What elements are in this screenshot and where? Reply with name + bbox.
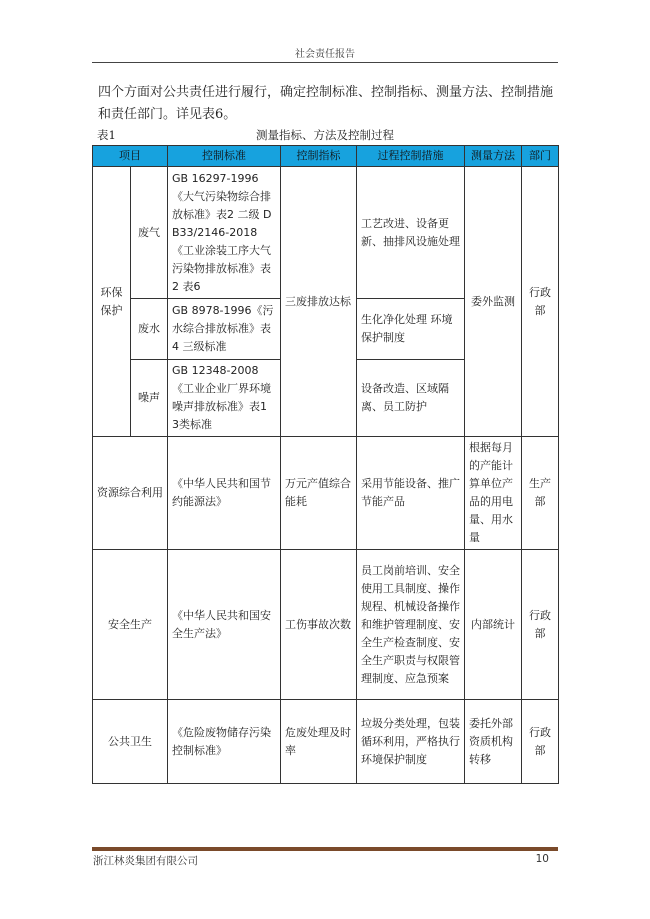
hygiene-standard: 《危险废物储存污染控制标准》 bbox=[168, 700, 281, 784]
waste-gas-measure: 工艺改进、设备更新、抽排风设施处理 bbox=[357, 167, 465, 299]
table-row bbox=[93, 437, 559, 550]
noise-standard: GB 12348-2008《工业企业厂界环境噪声排放标准》表1 3类标准 bbox=[168, 360, 281, 437]
noise-label: 噪声 bbox=[131, 360, 168, 437]
col-header-indicator: 控制指标 bbox=[281, 146, 357, 167]
waste-water-measure: 生化净化处理 环境保护制度 bbox=[357, 299, 465, 360]
safety-method: 内部统计 bbox=[465, 550, 522, 700]
col-header-standard: 控制标准 bbox=[168, 146, 281, 167]
page-header-title: 社会责任报告 bbox=[295, 49, 355, 60]
safety-standard: 《中华人民共和国安全生产法》 bbox=[168, 550, 281, 700]
hygiene-indicator: 危废处理及时率 bbox=[281, 700, 357, 784]
env-group-cell: 环保保护 bbox=[93, 167, 131, 437]
footer-divider bbox=[92, 847, 558, 851]
noise-measure: 设备改造、区域隔离、员工防护 bbox=[357, 360, 465, 437]
hygiene-measure: 垃圾分类处理，包装循环利用，严格执行环境保护制度 bbox=[357, 700, 465, 784]
col-header-item: 项目 bbox=[93, 146, 168, 167]
measurement-table bbox=[92, 145, 559, 784]
env-method: 委外监测 bbox=[465, 167, 522, 437]
col-header-method: 测量方法 bbox=[465, 146, 522, 167]
page-number: 10 bbox=[535, 853, 549, 865]
safety-measure: 员工岗前培训、安全使用工具制度、操作规程、机械设备操作和维护管理制度、安全生产检查制度、安全生产职责与权限管理制度、应急预案 bbox=[357, 550, 465, 700]
safety-dept: 行政部 bbox=[522, 550, 559, 700]
header-divider bbox=[92, 62, 558, 63]
col-header-measure: 过程控制措施 bbox=[357, 146, 465, 167]
safety-item: 安全生产 bbox=[93, 550, 168, 700]
resource-item: 资源综合利用 bbox=[93, 437, 168, 550]
resource-indicator: 万元产值综合能耗 bbox=[281, 437, 357, 550]
safety-indicator: 工伤事故次数 bbox=[281, 550, 357, 700]
table-row bbox=[93, 700, 559, 784]
env-indicator: 三废排放达标 bbox=[281, 167, 357, 437]
resource-dept: 生产部 bbox=[522, 437, 559, 550]
table-row bbox=[93, 550, 559, 700]
resource-method: 根据每月的产能计算单位产品的用电量、用水量 bbox=[465, 437, 522, 550]
table-header-row bbox=[93, 146, 559, 167]
col-header-dept: 部门 bbox=[522, 146, 559, 167]
table-row bbox=[93, 167, 559, 299]
footer-company: 浙江林炎集团有限公司 bbox=[93, 855, 198, 867]
env-dept: 行政部 bbox=[522, 167, 559, 437]
intro-paragraph: 四个方面对公共责任进行履行，确定控制标准、控制指标、测量方法、控制措施和责任部门。详见表6。 bbox=[98, 85, 554, 122]
waste-water-label: 废水 bbox=[131, 299, 168, 360]
hygiene-item: 公共卫生 bbox=[93, 700, 168, 784]
hygiene-method: 委托外部资质机构转移 bbox=[465, 700, 522, 784]
waste-gas-label: 废气 bbox=[131, 167, 168, 299]
table-label: 表1 bbox=[97, 128, 116, 142]
waste-water-standard: GB 8978-1996《污水综合排放标准》表4 三级标准 bbox=[168, 299, 281, 360]
resource-standard: 《中华人民共和国节约能源法》 bbox=[168, 437, 281, 550]
waste-gas-standard: GB 16297-1996《大气污染物综合排放标准》表2 二级 DB33/2146-2018《工业涂装工序大气污染物排放标准》表2 表6 bbox=[168, 167, 281, 299]
table-title: 测量指标、方法及控制过程 bbox=[256, 128, 394, 142]
hygiene-dept: 行政部 bbox=[522, 700, 559, 784]
resource-measure: 采用节能设备、推广节能产品 bbox=[357, 437, 465, 550]
